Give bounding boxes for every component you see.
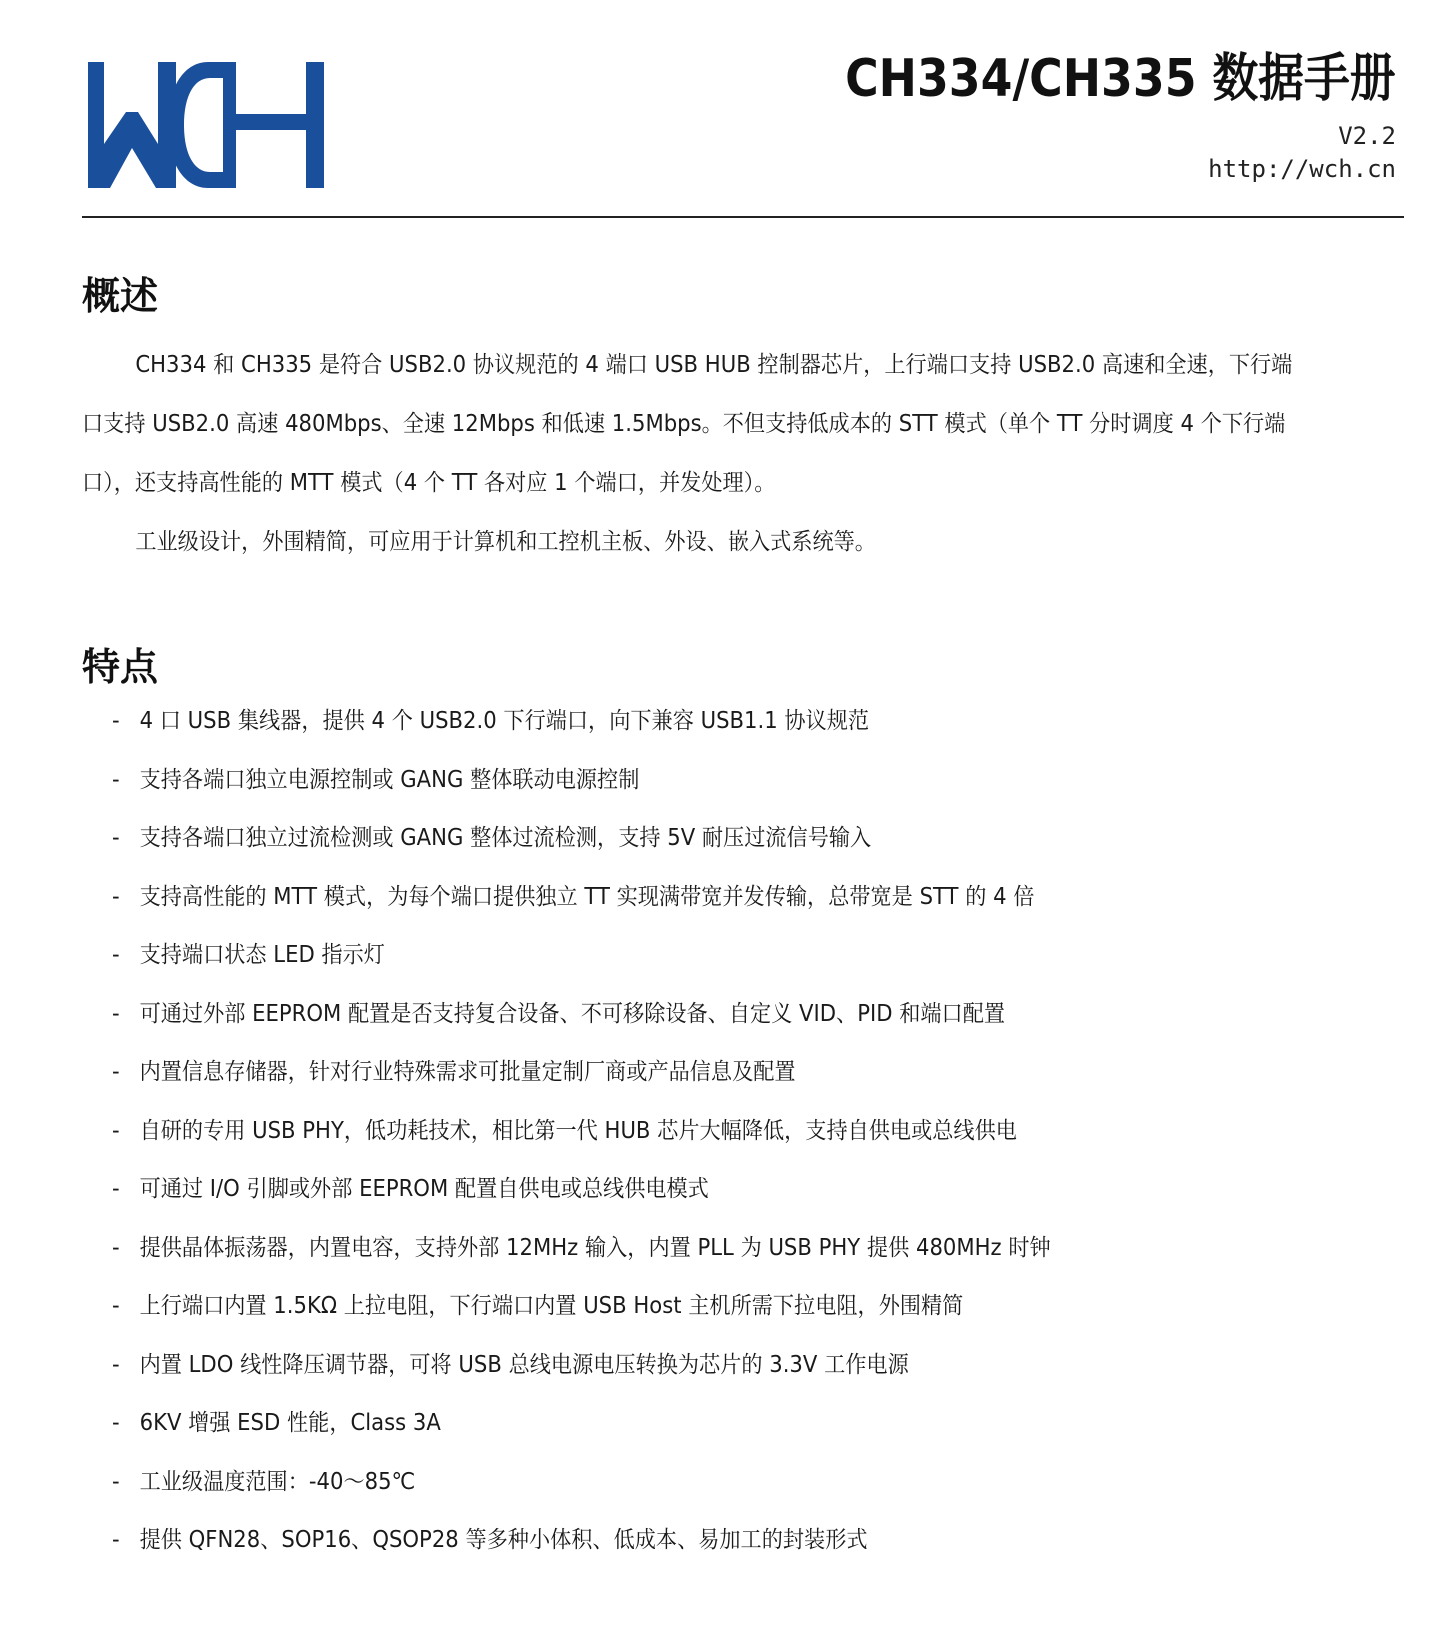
bullet-dash: - — [112, 1234, 120, 1261]
feature-text: 自研的专用 USB PHY，低功耗技术，相比第一代 HUB 芯片大幅降低，支持自供电或总线供电 — [139, 1117, 1017, 1144]
feature-item — [112, 1467, 1308, 1526]
feature-item — [112, 706, 1308, 765]
feature-item — [112, 1233, 1308, 1292]
feature-text: 提供晶体振荡器，内置电容，支持外部 12MHz 输入，内置 PLL 为 USB PHY 提供 480MHz 时钟 — [139, 1234, 1051, 1261]
feature-text: 内置 LDO 线性降压调节器，可将 USB 总线电源电压转换为芯片的 3.3V 工作电源 — [139, 1351, 909, 1378]
wch-logo — [88, 62, 324, 190]
feature-item — [112, 1116, 1308, 1175]
feature-text: 4 口 USB 集线器，提供 4 个 USB2.0 下行端口，向下兼容 USB1.1 协议规范 — [139, 708, 870, 734]
feature-text: 提供 QFN28、SOP16、QSOP28 等多种小体积、低成本、易加工的封装形式 — [139, 1527, 868, 1553]
bullet-dash: - — [112, 1468, 120, 1495]
overview-heading: 概述 — [82, 274, 159, 318]
bullet-dash: - — [112, 942, 120, 968]
bullet-dash: - — [112, 1410, 120, 1436]
overview-paragraph: CH334 和 CH335 是符合 USB2.0 协议规范的 4 端口 USB HUB 控制器芯片，上行端口支持 USB2.0 高速和全速，下行端口支持 USB2.0 高速 480Mbps、全速 12Mbps 和低速 1.5Mbps。不但支持低成本的 STT 模式（单个 TT 分时调度 4 个下行端口），还支持高性能的 MTT 模式（4 个 TT 各对应 1 个端口，并发处理）。 — [82, 352, 1293, 496]
feature-item — [112, 940, 1308, 999]
header-divider — [82, 216, 1404, 218]
feature-item — [112, 1291, 1308, 1350]
feature-item — [112, 1174, 1308, 1233]
document-header — [770, 44, 1396, 186]
bullet-dash: - — [112, 766, 120, 793]
features-list — [112, 706, 1412, 1584]
website-link[interactable]: http://wch.cn — [1208, 155, 1396, 183]
bullet-dash: - — [112, 825, 120, 851]
feature-text: 支持各端口独立过流检测或 GANG 整体过流检测，支持 5V 耐压过流信号输入 — [139, 825, 872, 851]
bullet-dash: - — [112, 1117, 120, 1144]
feature-text: 工业级温度范围：-40～85℃ — [139, 1468, 416, 1495]
bullet-dash: - — [112, 883, 120, 910]
feature-text: 6KV 增强 ESD 性能，Class 3A — [139, 1410, 441, 1436]
features-heading: 特点 — [82, 645, 159, 689]
document-version: V2.2 — [1338, 122, 1396, 150]
feature-text: 支持端口状态 LED 指示灯 — [139, 942, 385, 968]
bullet-dash: - — [112, 1351, 120, 1378]
feature-text: 可通过 I/O 引脚或外部 EEPROM 配置自供电或总线供电模式 — [139, 1176, 709, 1202]
feature-item — [112, 823, 1308, 882]
feature-item — [112, 882, 1308, 941]
feature-item — [112, 1525, 1308, 1584]
feature-item — [112, 1350, 1308, 1409]
bullet-dash: - — [112, 1000, 120, 1027]
bullet-dash: - — [112, 1293, 120, 1319]
bullet-dash: - — [112, 708, 120, 734]
bullet-dash: - — [112, 1176, 120, 1202]
feature-text: 支持各端口独立电源控制或 GANG 整体联动电源控制 — [139, 766, 640, 793]
feature-text: 可通过外部 EEPROM 配置是否支持复合设备、不可移除设备、自定义 VID、PID 和端口配置 — [139, 1000, 1006, 1027]
feature-item — [112, 999, 1308, 1058]
feature-item — [112, 1408, 1308, 1467]
feature-item — [112, 1057, 1308, 1116]
feature-text: 支持高性能的 MTT 模式，为每个端口提供独立 TT 实现满带宽并发传输，总带宽是 STT 的 4 倍 — [139, 883, 1035, 910]
feature-text: 上行端口内置 1.5KΩ 上拉电阻，下行端口内置 USB Host 主机所需下拉电阻，外围精简 — [139, 1293, 964, 1319]
bullet-dash: - — [112, 1527, 120, 1553]
document-title: CH334/CH335 数据手册 — [845, 49, 1396, 109]
overview-paragraph: 工业级设计，外围精简，可应用于计算机和工控机主板、外设、嵌入式系统等。 — [135, 529, 876, 555]
feature-text: 内置信息存储器，针对行业特殊需求可批量定制厂商或产品信息及配置 — [139, 1059, 796, 1085]
feature-item — [112, 765, 1308, 824]
overview-body — [82, 336, 1298, 572]
bullet-dash: - — [112, 1059, 120, 1085]
